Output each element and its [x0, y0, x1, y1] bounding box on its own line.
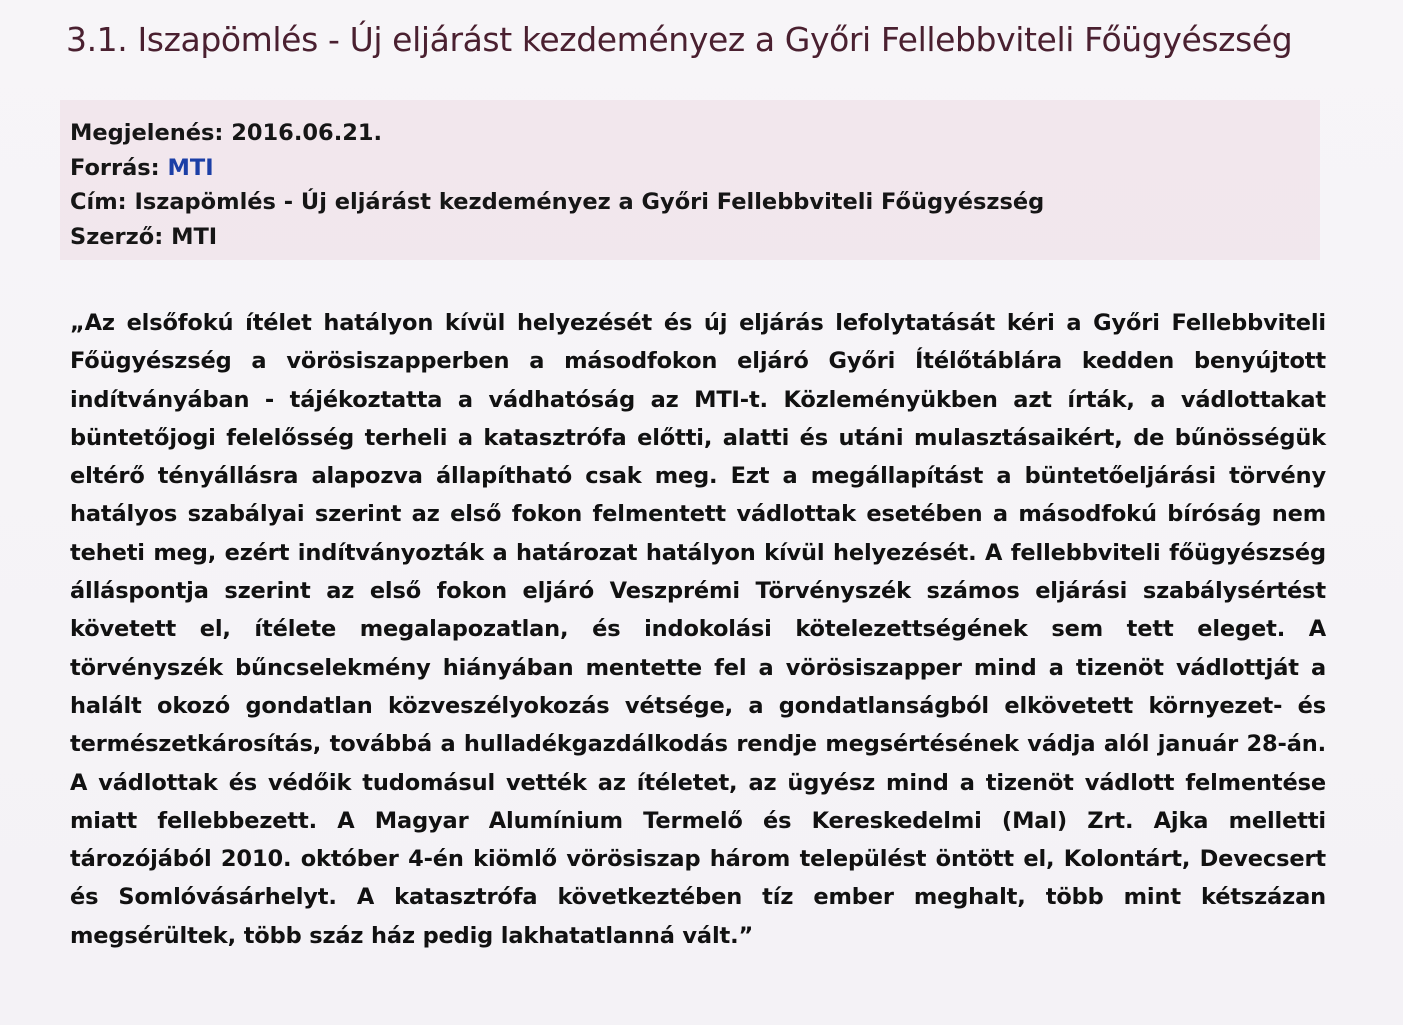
meta-title: [70, 185, 1170, 220]
article-body-quote: „Az elsőfokú ítélet hatályon kívül helyezését és új eljárás lefolytatását kéri a Győri Fellebbviteli Főügyészség a vörösiszapperben a másodfokon eljáró Győri Ítélőtáblára kedden benyújtott indítványában - tájékoztatta a vádhatóság az MTI-t. Közleményükben azt írták, a vádlottakat büntetőjogi felelősség terheli a katasztrófa előtti, alatti és utáni mulasztásaikért, de bűnösségük eltérő tényállásra alapozva állapítható csak meg. Ezt a megállapítást a büntetőeljárási törvény hatályos szabályai szerint az első fokon felmentett vádlottak esetében a másodfokú bíróság nem teheti meg, ezért indítványozták a határozat hatályon kívül helyezését. A fellebbviteli főügyészség álláspontja szerint az első fokon eljáró Veszprémi Törvényszék számos eljárási szabálysértést követett el, ítélete megalapozatlan, és indokolási kötelezettségének sem tett eleget. A törvényszék bűncselekmény hiányában mentette fel a vörösiszapper mind a tizenöt vádlottját a halált okozó gondatlan közveszélyokozás vétsége, a gondatlanságból elkövetett környezet- és természetkárosítás, továbbá a hulladékgazdálkodás rendje megsértésének vádja alól január 28-án. A vádlottak és védőik tudomásul vették az ítéletet, az ügyész mind a tizenöt vádlott felmentése miatt fellebbezett. A Magyar Alumínium Termelő és Kereskedelmi (Mal) Zrt. Ajka melletti tározójából 2010. október 4-én kiömlő vörösiszap három települést öntött el, Kolontárt, Devecsert és Somlóvásárhelyt. A katasztrófa következtében tíz ember meghalt, több mint kétszázan megsérültek, több száz ház pedig lakhatatlanná vált.”: [70, 310, 1326, 949]
meta-published-value: 2016.06.21.: [231, 120, 383, 146]
meta-published: [70, 116, 1170, 151]
article-heading: 3.1. Iszapömlés - Új eljárást kezdeményez a Győri Fellebbviteli Főügyészség: [66, 20, 1293, 59]
meta-title-value: Iszapömlés - Új eljárást kezdeményez a Győri Fellebbviteli Főügyészség: [134, 189, 1045, 215]
meta-author-label: Szerző:: [70, 223, 164, 250]
meta-source: [70, 151, 1170, 186]
meta-author: [70, 220, 1170, 255]
meta-title-label: Cím:: [70, 189, 127, 215]
article-meta: [70, 116, 1170, 254]
meta-author-value: MTI: [171, 223, 218, 250]
meta-published-label: Megjelenés:: [70, 120, 224, 146]
meta-source-label: Forrás:: [70, 154, 160, 181]
meta-source-link[interactable]: MTI: [167, 154, 214, 181]
